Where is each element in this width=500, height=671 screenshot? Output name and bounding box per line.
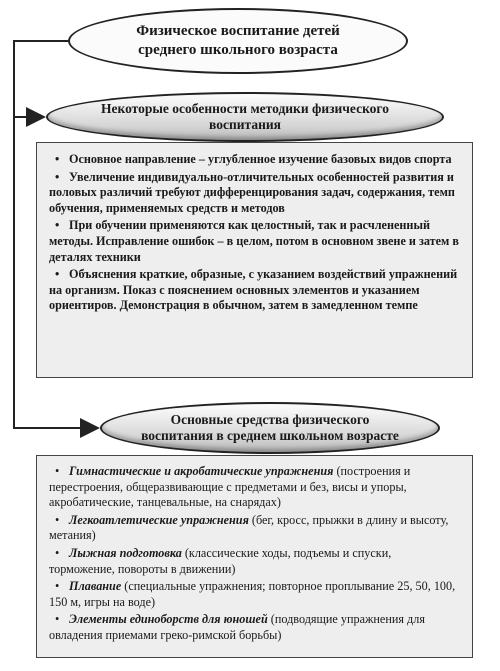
bullet: •	[55, 169, 60, 184]
list-item: • Объяснения краткие, образные, с указанием воздействий упражнений на организм. Показ с пояснением основных элементов и указанием ориентиров. Демонстрация в обычном, затем в замедленном темпе	[49, 267, 458, 313]
bullet: •	[55, 579, 60, 594]
main-title: Физическое воспитание детей среднего школьного возраста	[136, 23, 340, 58]
bullet: •	[55, 612, 60, 627]
main-title-ellipse	[68, 8, 408, 74]
section2-title: Основные средства физического воспитания в среднем школьном возрасте	[141, 412, 399, 443]
bullet: •	[55, 545, 60, 560]
bullet: •	[55, 218, 60, 233]
bullet: •	[55, 152, 60, 166]
bullet: •	[55, 512, 60, 527]
bullet: •	[55, 267, 60, 282]
section1-title-ellipse	[46, 92, 444, 142]
list-item: • Основное направление – углубленное изучение базовых видов спорта	[49, 152, 460, 168]
list-item: • Увеличение индивидуально-отличительных особенностей развития и половых различий требуют дифференцирования задач, содержания, темп обучения, применяемых средств и методов	[49, 169, 455, 215]
list-item: • Легкоатлетические упражнения (бег, кросс, прыжки в длину и высоту, метания)	[49, 512, 449, 543]
list-item: • При обучении применяются как целостный, так и расчлененный методы. Исправление ошибок – в целом, потом в основном звене и затем в деталях техники	[49, 218, 459, 264]
section2-box	[36, 455, 473, 658]
section1-box	[36, 142, 473, 378]
list-item: • Лыжная подготовка (классические ходы, подъемы и спуски, торможение, повороты в движении)	[49, 545, 392, 576]
list-item: • Гимнастические и акробатические упражнения (построения и перестроения, общеразвивающие с предметами и без, висы и упоры, акробатические, танцевальные, на снарядах)	[49, 464, 411, 510]
section2-title-ellipse	[100, 402, 440, 454]
section1-title: Некоторые особенности методики физического воспитания	[101, 101, 389, 132]
list-item: • Плавание (специальные упражнения; повторное проплывание 25, 50, 100, 150 м, игры на воде)	[49, 579, 456, 609]
list-item: • Элементы единоборств для юношей (подводящие упражнения для овладения приемами греко-римской борьбы)	[49, 612, 425, 642]
section1-list	[49, 152, 460, 314]
section2-list	[49, 464, 460, 644]
bullet: •	[55, 464, 60, 478]
